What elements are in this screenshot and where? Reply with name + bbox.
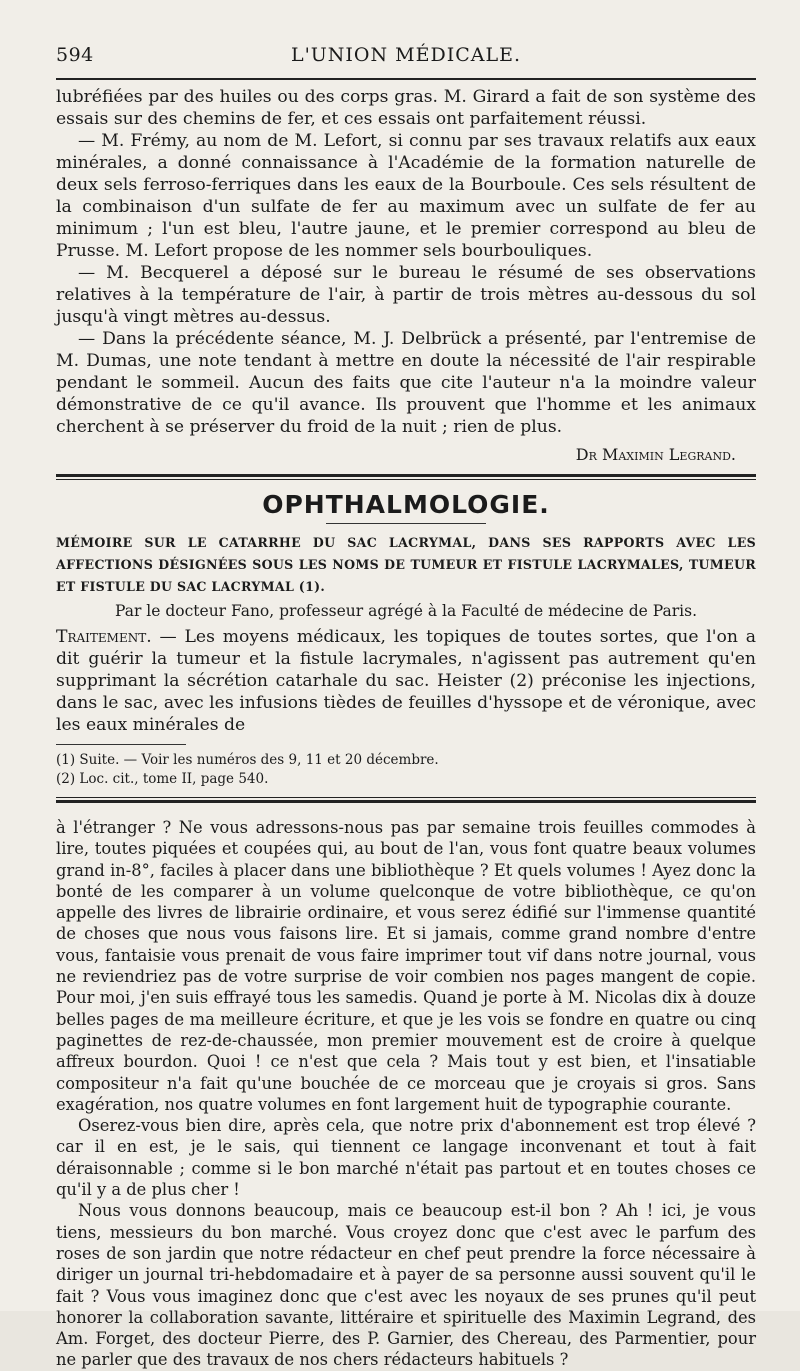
paragraph-girard: lubréfiées par des huiles ou des corps gras. M. Girard a fait de son système des essais sur des chemins de fer, et ces essais ont parfaitement réussi. <box>56 87 756 129</box>
paragraph-becquerel: — M. Becquerel a déposé sur le bureau le résumé de ses observations relatives à la température de l'air, à partir de trois mètres au-dessous du sol jusqu'à vingt mètres au-dessus. <box>56 263 756 327</box>
feuilleton-paragraph-2: Oserez-vous bien dire, après cela, que notre prix d'abonnement est trop élevé ? car il en est, je le sais, qui tiennent ce langage inconvenant et tout à fait déraisonnable ; comme si le bon marché n'était pas partout et en toutes choses ce qu'il y a de plus cher ! <box>56 1116 756 1200</box>
title-rule <box>326 523 486 524</box>
feuilleton-paragraph-1: à l'étranger ? Ne vous adressons-nous pas par semaine trois feuilles commodes à lire, toutes piquées et coupées qui, au bout de l'an, vous font quatre beaux volumes grand in-8°, faciles à placer dans une bibliothèque ? Et quels volumes ! Ayez donc la bonté de les comparer à un volume quelconque de votre bibliothèque, ce qu'on appelle des livres de librairie ordinaire, et vous serez édifié sur l'immense quantité de choses que nous vous faisons lire. Et si jamais, comme grand nombre d'entre vous, fantaisie vous prenait de vous faire imprimer tout vif dans notre journal, vous ne reviendriez pas de votre surprise de voir combien nos pages mangent de copie. Pour moi, j'en suis effrayé tous les samedis. Quand je porte à M. Nicolas dix à douze belles pages de ma meilleure écriture, et que je les vois se fondre en quatre ou cinq paginettes de rez-de-chaussée, mon premier mouvement est de croire à quelque affreux bourdon. Quoi ! ce n'est que cela ? Mais tout y est bien, et l'insatiable compositeur n'a fait qu'une bouchée de ce morceau que je croyais si gros. Sans exagération, nos quatre volumes en font largement huit de typographie courante. <box>56 818 756 1114</box>
section-separator <box>56 474 756 480</box>
memoire-title: MÉMOIRE SUR LE CATARRHE DU SAC LACRYMAL, DANS SES RAPPORTS AVEC LES AFFECTIONS DÉSIGNÉES SOUS LES NOMS DE TUMEUR ET FISTULE LACRYMALES, TUMEUR ET FISTULE DU SAC LACRYMAL (1). <box>56 535 756 594</box>
article-author: Par le docteur Fano, professeur agrégé à la Faculté de médecine de Paris. <box>114 602 697 620</box>
feuilleton-paragraph-3: Nous vous donnons beaucoup, mais ce beaucoup est-il bon ? Ah ! ici, je vous tiens, messieurs du bon marché. Vous croyez donc que c'est avec le parfum des roses de son jardin que notre rédacteur en chef peut prendre la force nécessaire à diriger un journal tri-hebdomadaire et à payer de sa personne aussi souvent qu'il le fait ? Vous vous imaginez donc que c'est avec les noyaux de ses prunes qu'il peut honorer la collaboration savante, littéraire et spirituelle des Maximin Legrand, des Am. Forget, des docteur Pierre, des P. Garnier, des Chereau, des Parmentier, pour ne parler que des travaux de nos chers rédacteurs habituels ? <box>56 1201 756 1370</box>
page-number: 594 <box>56 44 94 66</box>
signature: Dr Maximin Legrand. <box>575 445 736 464</box>
footnote-1: (1) Suite. — Voir les numéros des 9, 11 et 20 décembre. <box>56 752 439 768</box>
page-header <box>56 44 756 72</box>
footnote-rule <box>56 744 186 745</box>
traitement-label: Traitement. <box>56 627 152 647</box>
paragraph-fremy: — M. Frémy, au nom de M. Lefort, si connu par ses travaux relatifs aux eaux minérales, a donné connaissance à l'Académie de la formation naturelle de deux sels ferroso-ferriques dans les eaux de la Bourboule. Ces sels résultent de la combinaison d'un sulfate de fer au maximum avec un sulfate de fer au minimum ; l'un est bleu, l'autre jaune, et le premier correspond au bleu de Prusse. M. Lefort propose de les nommer sels bourbouliques. <box>56 131 756 261</box>
footnote-2: (2) Loc. cit., tome II, page 540. <box>56 771 269 787</box>
feuilleton-separator <box>56 797 756 803</box>
section-title: OPHTHALMOLOGIE. <box>262 490 550 519</box>
traitement-paragraph <box>56 626 756 736</box>
academy-report <box>56 86 756 466</box>
paragraph-delbruck: — Dans la précédente séance, M. J. Delbrück a présenté, par l'entremise de M. Dumas, une note tendant à mettre en doute la nécessité de l'air respirable pendant le sommeil. Aucun des faits que cite l'auteur n'a la moindre valeur démonstrative de ce qu'il avance. Ils prouvent que l'homme et les animaux cherchent à se préserver du froid de la nuit ; rien de plus. <box>56 329 756 437</box>
journal-title: L'UNION MÉDICALE. <box>290 44 522 66</box>
feuilleton <box>56 817 756 1371</box>
header-rule <box>56 78 756 80</box>
traitement-text: — Les moyens médicaux, les topiques de toutes sortes, que l'on a dit guérir la tumeur et la fistule lacrymales, n'agissent pas autrement qu'en supprimant la sécrétion catarhale du sac. Heister (2) préconise les injections, dans le sac, avec les infusions tièdes de feuilles d'hyssope et de véronique, avec les eaux minérales de <box>56 627 756 735</box>
footnotes <box>56 751 756 789</box>
